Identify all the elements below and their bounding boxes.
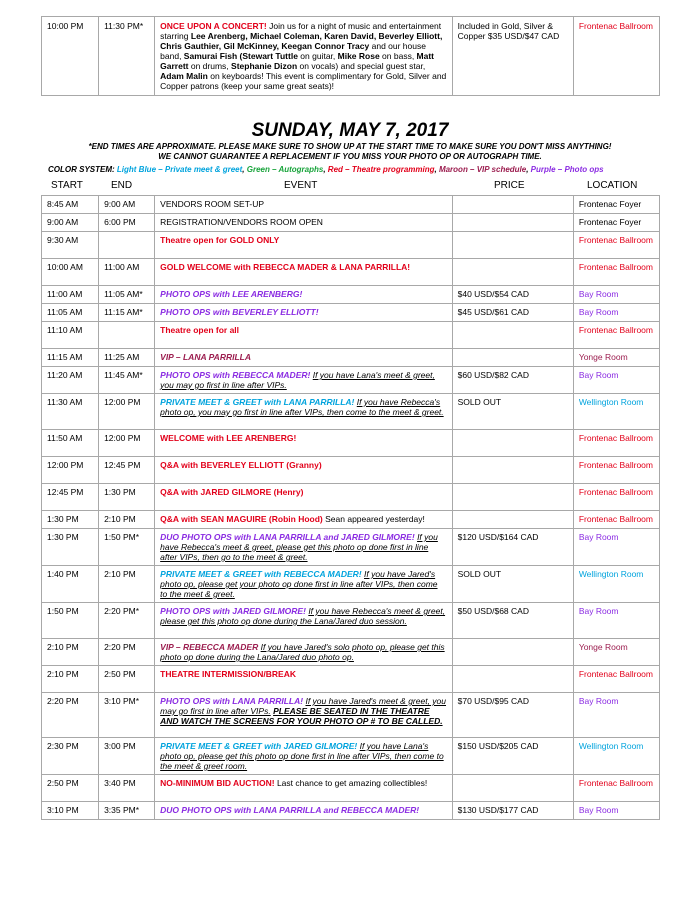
price-cell xyxy=(452,349,573,367)
event-description-part: Lee Arenberg, Michael Coleman, Karen David, Beverley Elliott, Chris Gauthier, Gil McKinney, Keegan Connor Tracy xyxy=(160,31,443,51)
legend-red: Red – Theatre programming xyxy=(327,165,435,174)
event-cell xyxy=(155,286,452,304)
event-cell xyxy=(155,802,452,820)
start-time: 1:40 PM xyxy=(42,566,99,603)
price-cell xyxy=(452,196,573,214)
location-cell: Frontenac Ballroom xyxy=(573,457,659,484)
location-cell: Frontenac Ballroom xyxy=(573,17,659,96)
location-cell: Bay Room xyxy=(573,286,659,304)
table-row xyxy=(42,603,660,639)
price-cell: SOLD OUT xyxy=(452,394,573,430)
event-cell xyxy=(155,304,452,322)
event-title: NO-MINIMUM BID AUCTION! xyxy=(160,778,275,788)
event-description-part: and our house band, xyxy=(160,41,426,61)
end-time: 6:00 PM xyxy=(99,214,155,232)
location-cell: Frontenac Ballroom xyxy=(573,775,659,802)
event-description-part: Adam Malin xyxy=(160,71,208,81)
event-cell xyxy=(155,430,452,457)
start-time: 1:30 PM xyxy=(42,529,99,566)
price-cell xyxy=(452,214,573,232)
color-system-label: COLOR SYSTEM: xyxy=(48,165,115,174)
end-time: 11:05 AM* xyxy=(99,286,155,304)
event-cell xyxy=(155,511,452,529)
location-cell: Frontenac Ballroom xyxy=(573,430,659,457)
location-cell: Bay Room xyxy=(573,603,659,639)
event-cell xyxy=(155,214,452,232)
location-cell: Frontenac Ballroom xyxy=(573,259,659,286)
event-cell xyxy=(155,259,452,286)
event-cell xyxy=(155,394,452,430)
end-time: 2:10 PM xyxy=(99,566,155,603)
event-description-part: on guitar, xyxy=(297,51,338,61)
event-cell xyxy=(155,349,452,367)
table-row xyxy=(42,259,660,286)
event-cell xyxy=(155,322,452,349)
start-time: 11:50 AM xyxy=(42,430,99,457)
event-note-emphasis: PLEASE BE SEATED IN THE THEATRE AND WATCH THE SCREENS FOR YOUR PHOTO OP # TO BE CALLED. xyxy=(160,706,443,726)
location-cell: Yonge Room xyxy=(573,349,659,367)
table-row xyxy=(42,566,660,603)
end-time: 2:20 PM xyxy=(99,639,155,666)
day-title: SUNDAY, MAY 7, 2017 xyxy=(251,120,449,141)
start-time: 9:30 AM xyxy=(42,232,99,259)
event-note: Sean appeared yesterday! xyxy=(325,514,425,524)
end-time: 11:30 PM* xyxy=(99,17,155,96)
start-time: 12:45 PM xyxy=(42,484,99,511)
event-description-part: on keyboards! This event is complimentary for Gold, Silver and Copper patrons (keep your same great seats)! xyxy=(160,71,447,91)
table-row xyxy=(42,214,660,232)
price-cell: Included in Gold, Silver & Copper $35 USD/$47 CAD xyxy=(452,17,573,96)
table-row xyxy=(42,529,660,566)
end-time: 11:15 AM* xyxy=(99,304,155,322)
price-cell: $45 USD/$61 CAD xyxy=(452,304,573,322)
end-time: 12:00 PM xyxy=(99,394,155,430)
event-cell xyxy=(155,232,452,259)
event-cell xyxy=(155,775,452,802)
table-row xyxy=(42,196,660,214)
price-cell xyxy=(452,430,573,457)
start-time: 11:20 AM xyxy=(42,367,99,394)
location-cell: Wellington Room xyxy=(573,738,659,775)
table-row xyxy=(42,738,660,775)
location-cell: Frontenac Ballroom xyxy=(573,232,659,259)
table-row xyxy=(42,17,660,96)
location-cell: Frontenac Ballroom xyxy=(573,484,659,511)
table-row xyxy=(42,693,660,738)
event-description-part: on bass, xyxy=(379,51,417,61)
event-note: Last chance to get amazing collectibles! xyxy=(276,778,428,788)
event-title: VIP – REBECCA MADER xyxy=(160,642,259,652)
table-row xyxy=(42,349,660,367)
start-time: 2:10 PM xyxy=(42,666,99,693)
event-description-part: Matt Garrett xyxy=(160,51,435,71)
location-cell: Bay Room xyxy=(573,529,659,566)
end-time: 1:30 PM xyxy=(99,484,155,511)
end-time: 11:00 AM xyxy=(99,259,155,286)
price-cell xyxy=(452,666,573,693)
start-time: 11:00 AM xyxy=(42,286,99,304)
event-cell xyxy=(155,17,452,96)
header-end: END xyxy=(111,180,133,191)
table-row xyxy=(42,304,660,322)
table-row xyxy=(42,802,660,820)
event-note: If you have Rebecca's meet & greet, please get this photo op done first in line after VIPs, then go to the meet & greet. xyxy=(160,532,438,562)
start-time: 2:30 PM xyxy=(42,738,99,775)
location-cell: Wellington Room xyxy=(573,566,659,603)
disclaimer-line-2: WE CANNOT GUARANTEE A REPLACEMENT IF YOU MISS YOUR PHOTO OP OR AUTOGRAPH TIME. xyxy=(158,152,542,161)
event-title: DUO PHOTO OPS with LANA PARRILLA and JARED GILMORE! xyxy=(160,532,415,542)
event-cell xyxy=(155,457,452,484)
event-description-part: Stephanie Dizon xyxy=(231,61,298,71)
event-cell xyxy=(155,529,452,566)
price-cell: $120 USD/$164 CAD xyxy=(452,529,573,566)
location-cell: Bay Room xyxy=(573,304,659,322)
event-title: PHOTO OPS with BEVERLEY ELLIOTT! xyxy=(160,307,319,317)
end-time xyxy=(99,232,155,259)
event-cell xyxy=(155,603,452,639)
event-cell xyxy=(155,738,452,775)
legend-green: Green – Autographs xyxy=(246,165,324,174)
end-time: 2:10 PM xyxy=(99,511,155,529)
start-time: 11:15 AM xyxy=(42,349,99,367)
end-time: 9:00 AM xyxy=(99,196,155,214)
event-description-part: Join us for a night of music and entertainment starring xyxy=(160,21,442,41)
end-time: 3:00 PM xyxy=(99,738,155,775)
event-description-part: on drums, xyxy=(188,61,232,71)
event-note: If you have Jared's meet & greet, you may go first in line after VIPs. xyxy=(160,696,447,716)
column-headers xyxy=(41,180,660,194)
price-cell: SOLD OUT xyxy=(452,566,573,603)
table-row xyxy=(42,322,660,349)
table-row xyxy=(42,394,660,430)
end-time: 1:50 PM* xyxy=(99,529,155,566)
start-time: 2:50 PM xyxy=(42,775,99,802)
event-title: PHOTO OPS with JARED GILMORE! xyxy=(160,606,306,616)
location-cell: Frontenac Ballroom xyxy=(573,666,659,693)
table-row xyxy=(42,639,660,666)
table-row xyxy=(42,775,660,802)
price-cell xyxy=(452,639,573,666)
table-row xyxy=(42,666,660,693)
location-cell: Wellington Room xyxy=(573,394,659,430)
event-title: VENDORS ROOM SET-UP xyxy=(160,199,265,209)
price-cell xyxy=(452,232,573,259)
table-row xyxy=(42,430,660,457)
location-cell: Yonge Room xyxy=(573,639,659,666)
event-title: Theatre open for GOLD ONLY xyxy=(160,235,280,245)
event-note: If you have Jared's solo photo op, please get this photo op done during the Lana/Jared duo photo op. xyxy=(160,642,445,662)
header-event: EVENT xyxy=(284,180,318,191)
event-cell xyxy=(155,666,452,693)
end-time: 2:20 PM* xyxy=(99,603,155,639)
location-cell: Frontenac Foyer xyxy=(573,196,659,214)
event-title: Q&A with BEVERLEY ELLIOTT (Granny) xyxy=(160,460,322,470)
end-time: 11:45 AM* xyxy=(99,367,155,394)
end-time: 2:50 PM xyxy=(99,666,155,693)
start-time: 2:20 PM xyxy=(42,693,99,738)
event-cell xyxy=(155,693,452,738)
table-row xyxy=(42,511,660,529)
event-title: Q&A with JARED GILMORE (Henry) xyxy=(160,487,304,497)
event-title: ONCE UPON A CONCERT! xyxy=(160,21,267,31)
disclaimer xyxy=(0,142,700,162)
disclaimer-line-1: *END TIMES ARE APPROXIMATE. PLEASE MAKE SURE TO SHOW UP AT THE START TIME TO MAKE SURE YOU DON'T MISS ANYTHING! xyxy=(88,142,612,151)
table-row xyxy=(42,286,660,304)
start-time: 1:50 PM xyxy=(42,603,99,639)
event-title: PRIVATE MEET & GREET with JARED GILMORE! xyxy=(160,741,358,751)
start-time: 10:00 AM xyxy=(42,259,99,286)
start-time: 8:45 AM xyxy=(42,196,99,214)
event-title: PHOTO OPS with REBECCA MADER! xyxy=(160,370,311,380)
event-title: PRIVATE MEET & GREET with LANA PARRILLA! xyxy=(160,397,355,407)
event-note: If you have Jared's photo op, please get your photo op done first in line after VIPs, then come to the meet & greet. xyxy=(160,569,438,599)
event-title: Q&A with SEAN MAGUIRE (Robin Hood) xyxy=(160,514,323,524)
price-cell xyxy=(452,322,573,349)
legend-maroon: Maroon – VIP schedule xyxy=(438,165,527,174)
event-title: Theatre open for all xyxy=(160,325,240,335)
event-note: If you have Lana's meet & greet, you may go first in line after VIPs. xyxy=(160,370,435,390)
event-title: PHOTO OPS with LEE ARENBERG! xyxy=(160,289,303,299)
start-time: 1:30 PM xyxy=(42,511,99,529)
location-cell: Bay Room xyxy=(573,367,659,394)
event-description-part: Samurai Fish (Stewart Tuttle xyxy=(183,51,298,61)
start-time: 11:30 AM xyxy=(42,394,99,430)
legend-purple: Purple – Photo ops xyxy=(530,165,604,174)
price-cell: $50 USD/$68 CAD xyxy=(452,603,573,639)
table-row xyxy=(42,367,660,394)
location-cell: Frontenac Foyer xyxy=(573,214,659,232)
event-description-part: Mike Rose xyxy=(337,51,380,61)
event-note: If you have Rebecca's meet & greet, please get this photo op done during the Lana/Jared duo session. xyxy=(160,606,446,626)
event-cell xyxy=(155,367,452,394)
event-title: GOLD WELCOME with REBECCA MADER & LANA PARRILLA! xyxy=(160,262,411,272)
schedule-table xyxy=(41,195,660,820)
event-title: PHOTO OPS with LANA PARRILLA! xyxy=(160,696,304,706)
start-time: 2:10 PM xyxy=(42,639,99,666)
price-cell: $130 USD/$177 CAD xyxy=(452,802,573,820)
start-time: 3:10 PM xyxy=(42,802,99,820)
color-system-legend: COLOR SYSTEM: Light Blue – Private meet & greet, Green – Autographs, Red – Theatre programming, Maroon – VIP schedule, Purple – Photo ops xyxy=(48,165,604,174)
event-note: If you have Rebecca's photo op, you may go first in line after VIPs, then come to the meet & greet. xyxy=(160,397,444,417)
event-title: THEATRE INTERMISSION/BREAK xyxy=(160,669,297,679)
start-time: 12:00 PM xyxy=(42,457,99,484)
event-note: If you have Lana's photo op, please get this photo op done first in line after VIPs, then come to the meet & greet room. xyxy=(160,741,444,771)
header-price: PRICE xyxy=(494,180,525,191)
header-location: LOCATION xyxy=(587,180,638,191)
header-start: START xyxy=(51,180,83,191)
location-cell: Frontenac Ballroom xyxy=(573,322,659,349)
event-title: PRIVATE MEET & GREET with REBECCA MADER! xyxy=(160,569,362,579)
previous-event-table xyxy=(41,16,660,96)
price-cell xyxy=(452,511,573,529)
event-title: REGISTRATION/VENDORS ROOM OPEN xyxy=(160,217,323,227)
start-time: 11:05 AM xyxy=(42,304,99,322)
price-cell xyxy=(452,259,573,286)
location-cell: Bay Room xyxy=(573,802,659,820)
table-row xyxy=(42,457,660,484)
location-cell: Bay Room xyxy=(573,693,659,738)
price-cell xyxy=(452,775,573,802)
event-title: DUO PHOTO OPS with LANA PARRILLA and REBECCA MADER! xyxy=(160,805,420,815)
table-row xyxy=(42,484,660,511)
event-cell xyxy=(155,639,452,666)
price-cell: $60 USD/$82 CAD xyxy=(452,367,573,394)
end-time: 11:25 AM xyxy=(99,349,155,367)
price-cell xyxy=(452,484,573,511)
end-time xyxy=(99,322,155,349)
table-row xyxy=(42,232,660,259)
event-title: VIP – LANA PARRILLA xyxy=(160,352,251,362)
event-cell xyxy=(155,566,452,603)
end-time: 12:45 PM xyxy=(99,457,155,484)
price-cell: $70 USD/$95 CAD xyxy=(452,693,573,738)
event-description-part: on vocals) and special guest star, xyxy=(297,61,426,71)
end-time: 12:00 PM xyxy=(99,430,155,457)
start-time: 10:00 PM xyxy=(42,17,99,96)
legend-blue: Light Blue – Private meet & greet xyxy=(116,165,243,174)
price-cell xyxy=(452,457,573,484)
start-time: 11:10 AM xyxy=(42,322,99,349)
end-time: 3:40 PM xyxy=(99,775,155,802)
price-cell: $150 USD/$205 CAD xyxy=(452,738,573,775)
price-cell: $40 USD/$54 CAD xyxy=(452,286,573,304)
location-cell: Frontenac Ballroom xyxy=(573,511,659,529)
event-cell xyxy=(155,484,452,511)
event-description xyxy=(160,21,446,91)
start-time: 9:00 AM xyxy=(42,214,99,232)
end-time: 3:10 PM* xyxy=(99,693,155,738)
event-cell xyxy=(155,196,452,214)
end-time: 3:35 PM* xyxy=(99,802,155,820)
event-title: WELCOME with LEE ARENBERG! xyxy=(160,433,297,443)
